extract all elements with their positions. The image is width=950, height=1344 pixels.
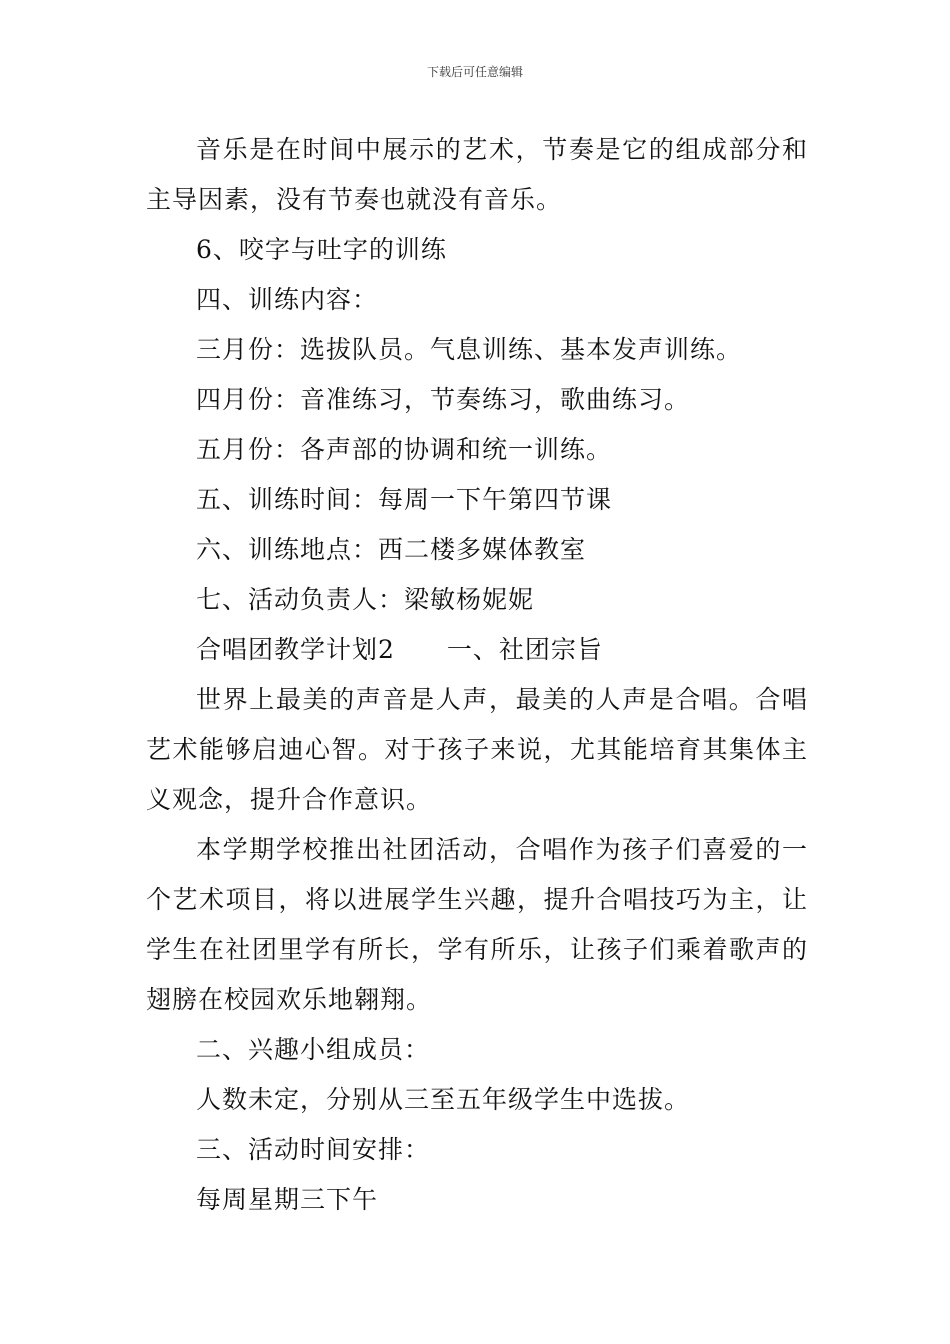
plan-2-title: 合唱团教学计划2 — [196, 635, 395, 664]
heading-activity-schedule: 三、活动时间安排： — [196, 1135, 431, 1164]
page-header-watermark: 下载后可任意编辑 — [426, 65, 523, 79]
paragraph-rhythm-line-2: 主导因素，没有节奏也就没有音乐。 — [146, 185, 563, 214]
schedule-march: 三月份：选拔队员。气息训练、基本发声训练。 — [196, 335, 743, 364]
plan-2-title-row — [146, 625, 808, 675]
paragraph-aim-line-2: 艺术能够启迪心智。对于孩子来说，尤其能培育其集体主 — [146, 735, 808, 764]
paragraph-term-line-4: 翅膀在校园欢乐地翱翔。 — [146, 985, 433, 1014]
document-body — [146, 125, 808, 1225]
paragraph-rhythm-line-1: 音乐是在时间中展示的艺术，节奏是它的组成部分和 — [196, 135, 808, 164]
heading-training-location: 六、训练地点：西二楼多媒体教室 — [196, 535, 587, 564]
paragraph-aim-line-1: 世界上最美的声音是人声，最美的人声是合唱。合唱 — [196, 685, 808, 714]
heading-activity-leader: 七、活动负责人：梁敏杨妮妮 — [196, 585, 535, 614]
paragraph-term-line-3: 学生在社团里学有所长，学有所乐，让孩子们乘着歌声的 — [146, 935, 808, 964]
schedule-may: 五月份：各声部的协调和统一训练。 — [196, 435, 613, 464]
heading-group-members: 二、兴趣小组成员： — [196, 1035, 431, 1064]
plan-2-heading-purpose: 一、社团宗旨 — [446, 635, 603, 664]
item-6-articulation: 6、咬字与吐字的训练 — [196, 235, 447, 264]
heading-training-content: 四、训练内容： — [196, 285, 379, 314]
schedule-weekly: 每周星期三下午 — [196, 1185, 379, 1214]
paragraph-term-line-1: 本学期学校推出社团活动，合唱作为孩子们喜爱的一 — [196, 835, 808, 864]
schedule-april: 四月份：音准练习，节奏练习，歌曲练习。 — [196, 385, 691, 414]
members-description: 人数未定，分别从三至五年级学生中选拔。 — [196, 1085, 691, 1114]
heading-training-time: 五、训练时间：每周一下午第四节课 — [196, 485, 613, 514]
paragraph-term-line-2: 个艺术项目，将以进展学生兴趣，提升合唱技巧为主，让 — [146, 885, 808, 914]
paragraph-aim-line-3: 义观念，提升合作意识。 — [146, 785, 433, 814]
